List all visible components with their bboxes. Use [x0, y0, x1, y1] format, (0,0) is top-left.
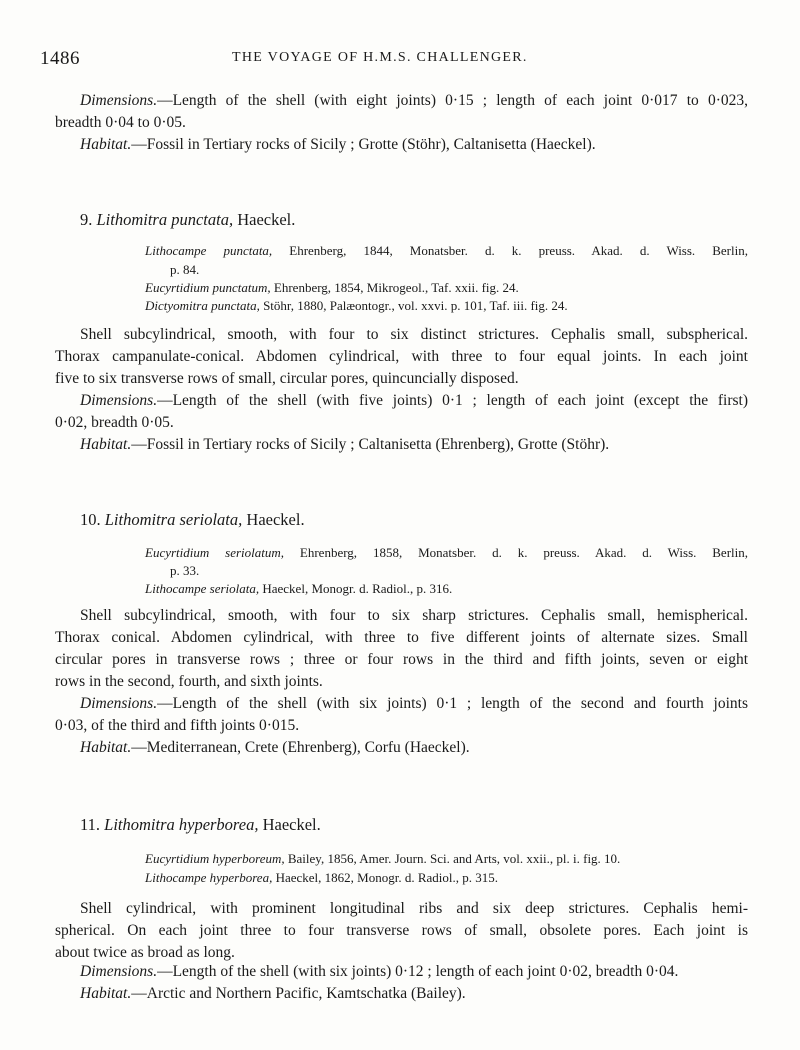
habitat-line [80, 983, 466, 1005]
species-author: Haeckel. [237, 210, 296, 229]
dimensions-label: Dimensions. [80, 695, 158, 712]
synonym-citation: Bailey, 1856, Amer. Journ. Sci. and Arts, vol. xxii., pl. i. fig. 10. [287, 851, 621, 866]
description-line: about twice as broad as long. [55, 944, 235, 961]
intro-dimensions-line1 [80, 90, 748, 112]
dimensions-line [80, 390, 748, 412]
dimensions-line-cont: 0·02, breadth 0·05. [55, 414, 174, 431]
intro-dimensions-line2: breadth 0·04 to 0·05. [55, 114, 186, 131]
synonym-citation: Stöhr, 1880, Palæontogr., vol. xxvi. p. 101, Taf. iii. fig. 24. [263, 298, 568, 313]
description-line: spherical. On each joint three to four transverse rows of small, obsolete pores. Each joint is [55, 922, 748, 939]
synonym-entry [145, 868, 498, 887]
synonym-name: Eucyrtidium seriolatum, [145, 545, 285, 560]
habitat-text: —Mediterranean, Crete (Ehrenberg), Corfu (Haeckel). [131, 739, 470, 756]
synonym-name: Lithocampe punctata, [145, 243, 273, 258]
dimensions-line [80, 961, 678, 983]
dimensions-text: —Length of the shell (with five joints) 0·1 ; length of each joint (except the first) [157, 392, 748, 409]
description-line: Shell cylindrical, with prominent longitudinal ribs and six deep strictures. Cephalis hemi- [80, 900, 748, 917]
species-name: Lithomitra punctata, [96, 210, 234, 229]
synonym-citation: Ehrenberg, 1854, Mikrogeol., Taf. xxii. fig. 24. [273, 280, 519, 295]
running-title: THE VOYAGE OF H.M.S. CHALLENGER. [232, 50, 528, 65]
habitat-label: Habitat. [80, 985, 132, 1002]
description-line: Shell subcylindrical, smooth, with four to six sharp strictures. Cephalis small, hemispherical. [80, 607, 748, 624]
species-heading [80, 510, 305, 530]
synonym-name: Eucyrtidium hyperboreum, [145, 851, 285, 866]
habitat-text: —Fossil in Tertiary rocks of Sicily ; Caltanisetta (Ehrenberg), Grotte (Stöhr). [131, 436, 610, 453]
species-heading [80, 210, 295, 230]
synonym-citation: Ehrenberg, 1844, Monatsber. d. k. preuss. Akad. d. Wiss. Berlin, [289, 243, 748, 258]
habitat-label: Habitat. [80, 436, 132, 453]
description-paragraph [55, 324, 748, 390]
description-paragraph [55, 898, 748, 964]
description-line: circular pores in transverse rows ; three or four rows in the third and fifth joints, seven or eight [55, 651, 748, 668]
dimensions-label: Dimensions. [80, 392, 158, 409]
habitat-text: —Arctic and Northern Pacific, Kamtschatka (Bailey). [131, 985, 466, 1002]
description-paragraph [55, 605, 748, 693]
synonym-citation: Haeckel, 1862, Monogr. d. Radiol., p. 315. [275, 870, 498, 885]
synonym-entry [145, 278, 519, 297]
habitat-line [80, 737, 470, 759]
species-author: Haeckel. [262, 815, 321, 834]
description-line: Thorax conical. Abdomen cylindrical, with three to five different joints of alternate sizes. Small [55, 629, 748, 646]
species-name: Lithomitra seriolata, [104, 510, 243, 529]
species-number: 9. [80, 210, 93, 229]
description-line: Thorax campanulate-conical. Abdomen cylindrical, with three to four equal joints. In each joint [55, 348, 748, 365]
synonym-entry [145, 296, 568, 315]
species-name: Lithomitra hyperborea, [104, 815, 259, 834]
habitat-label: Habitat. [80, 739, 132, 756]
dimensions-label: Dimensions. [80, 963, 158, 980]
synonym-entry [145, 543, 748, 562]
synonym-citation: Haeckel, Monogr. d. Radiol., p. 316. [262, 581, 453, 596]
synonym-entry [145, 849, 620, 868]
species-number: 10. [80, 510, 101, 529]
dimensions-label: Dimensions. [80, 92, 158, 109]
dimensions-text: —Length of the shell (with six joints) 0·12 ; length of each joint 0·02, breadth 0·04. [157, 963, 679, 980]
synonym-name: Lithocampe hyperborea, [145, 870, 273, 885]
synonym-entry [145, 579, 452, 598]
synonym-citation-cont: p. 84. [170, 262, 200, 277]
page-number: 1486 [40, 48, 80, 69]
synonym-citation-cont: p. 33. [170, 563, 200, 578]
description-line: rows in the second, fourth, and sixth joints. [55, 673, 323, 690]
synonym-citation: Ehrenberg, 1858, Monatsber. d. k. preuss. Akad. d. Wiss. Berlin, [299, 545, 749, 560]
description-line: Shell subcylindrical, smooth, with four to six distinct strictures. Cephalis small, subspherical. [80, 326, 748, 343]
species-number: 11. [80, 815, 101, 834]
synonym-name: Eucyrtidium punctatum, [145, 280, 271, 295]
species-heading [80, 815, 321, 835]
dimensions-line-cont: 0·03, of the third and fifth joints 0·015. [55, 717, 300, 734]
synonym-name: Dictyomitra punctata, [145, 298, 260, 313]
species-author: Haeckel. [246, 510, 305, 529]
habitat-text: —Fossil in Tertiary rocks of Sicily ; Grotte (Stöhr), Caltanisetta (Haeckel). [131, 136, 596, 153]
synonym-entry [145, 241, 748, 260]
synonym-name: Lithocampe seriolata, [145, 581, 260, 596]
habitat-line [80, 434, 609, 456]
intro-habitat [80, 134, 596, 156]
description-line: five to six transverse rows of small, circular pores, quincuncially disposed. [55, 370, 519, 387]
habitat-label: Habitat. [80, 136, 132, 153]
dimensions-text: —Length of the shell (with six joints) 0·1 ; length of the second and fourth joints [157, 695, 748, 712]
dimensions-text: —Length of the shell (with eight joints) 0·15 ; length of each joint 0·017 to 0·023, [157, 92, 748, 109]
dimensions-line [80, 693, 748, 715]
